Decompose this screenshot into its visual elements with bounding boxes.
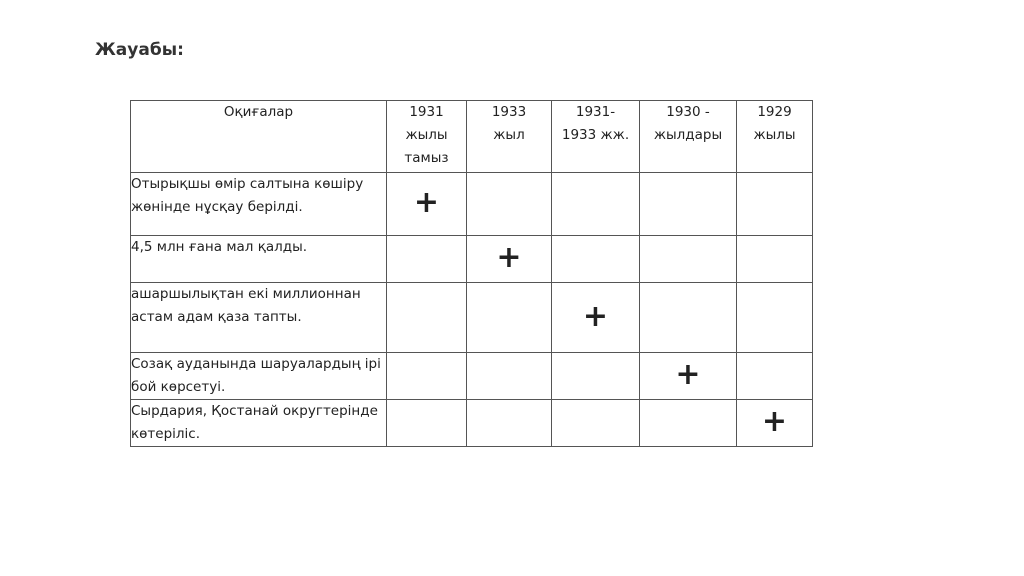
table-row [131, 400, 813, 447]
mark-cell [737, 353, 813, 400]
mark-cell [467, 236, 552, 283]
events-table [130, 100, 813, 447]
mark-cell [640, 283, 737, 353]
mark-cell [387, 236, 467, 283]
plus-mark: + [496, 240, 522, 275]
mark-cell [552, 173, 640, 236]
event-description: ашаршылықтан екі миллионнан астам адам қаза тапты. [131, 283, 387, 353]
mark-cell [737, 283, 813, 353]
table-row [131, 173, 813, 236]
event-description: Сырдария, Қостанай округтерінде көтеріліс. [131, 400, 387, 447]
mark-cell [387, 400, 467, 447]
header-year: 1933 жыл [467, 101, 552, 173]
mark-cell [640, 353, 737, 400]
mark-cell [640, 173, 737, 236]
mark-cell [737, 400, 813, 447]
plus-mark: + [413, 185, 440, 220]
header-events: Оқиғалар [131, 101, 387, 173]
mark-cell [467, 353, 552, 400]
mark-cell [387, 283, 467, 353]
mark-cell [387, 353, 467, 400]
event-description: 4,5 млн ғана мал қалды. [131, 236, 387, 283]
mark-cell [737, 173, 813, 236]
event-description: Созақ ауданында шаруалардың ірі бой көрсетуі. [131, 353, 387, 400]
table-row [131, 353, 813, 400]
header-year: 1930 - жылдары [640, 101, 737, 173]
plus-mark: + [675, 357, 701, 392]
mark-cell [552, 236, 640, 283]
header-year: 1929 жылы [737, 101, 813, 173]
mark-cell [552, 400, 640, 447]
header-year: 1931 жылы тамыз [387, 101, 467, 173]
header-year: 1931- 1933 жж. [552, 101, 640, 173]
mark-cell [552, 283, 640, 353]
page-title: Жауабы: [95, 40, 184, 60]
mark-cell [467, 400, 552, 447]
mark-cell [552, 353, 640, 400]
header-row [131, 101, 813, 173]
plus-mark: + [761, 404, 788, 439]
table-row [131, 236, 813, 283]
plus-mark: + [582, 298, 609, 334]
mark-cell [467, 283, 552, 353]
mark-cell [737, 236, 813, 283]
table-row [131, 283, 813, 353]
mark-cell [387, 173, 467, 236]
mark-cell [640, 236, 737, 283]
mark-cell [467, 173, 552, 236]
mark-cell [640, 400, 737, 447]
event-description: Отырықшы өмір салтына көшіру жөнінде нұсқау берілді. [131, 173, 387, 236]
